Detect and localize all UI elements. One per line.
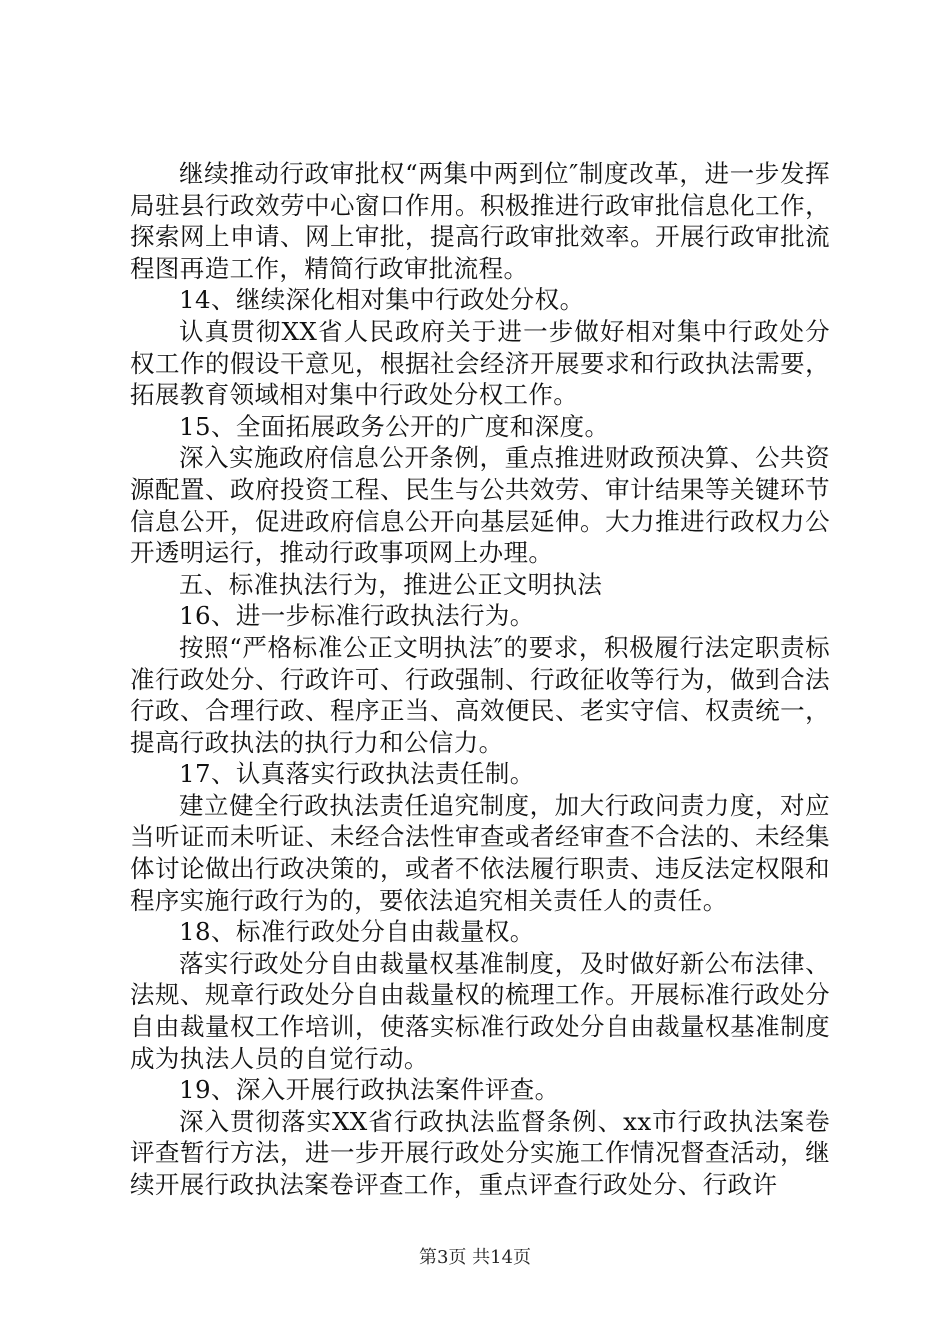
page-number-footer: 第3页 共14页 <box>418 1247 532 1268</box>
document-body <box>130 158 830 1201</box>
paragraph-1: 继续推动行政审批权“两集中两到位″制度改革，进一步发挥局驻县行政效劳中心窗口作用。积极推进行政审批信息化工作，探索网上申请、网上审批，提高行政审批效率。开展行政审批流程图再造工作，精简行政审批流程。 <box>130 159 830 283</box>
section-heading-15: 15、全面拓展政务公开的广度和深度。 <box>179 411 610 441</box>
paragraph-4: 按照“严格标准公正文明执法″的要求，积极履行法定职责标准行政处分、行政许可、行政强制、行政征收等行为，做到合法行政、合理行政、程序正当、高效便民、老实守信、权责统一，提高行政执法的执行力和公信力。 <box>130 632 830 757</box>
section-heading-14: 14、继续深化相对集中行政处分权。 <box>179 285 585 315</box>
section-heading-18: 18、标准行政处分自由裁量权。 <box>179 917 535 947</box>
paragraph-7: 深入贯彻落实XX省行政执法监督条例、xx市行政执法案卷评查暂行方法，进一步开展行政处分实施工作情况督查活动，继续开展行政执法案卷评查工作，重点评查行政处分、行政许 <box>130 1106 830 1199</box>
paragraph-3: 深入实施政府信息公开条例，重点推进财政预决算、公共资源配置、政府投资工程、民生与公共效劳、审计结果等关键环节信息公开，促进政府信息公开向基层延伸。大力推进行政权力公开透明运行，推动行政事项网上办理。 <box>130 443 830 568</box>
paragraph-2: 认真贯彻XX省人民政府关于进一步做好相对集中行政处分权工作的假设干意见，根据社会经济开展要求和行政执法需要，拓展教育领域相对集中行政处分权工作。 <box>130 316 830 410</box>
paragraph-6: 落实行政处分自由裁量权基准制度，及时做好新公布法律、法规、规章行政处分自由裁量权的梳理工作。开展标准行政处分自由裁量权工作培训，使落实标准行政处分自由裁量权基准制度成为执法人员的自觉行动。 <box>130 948 830 1073</box>
paragraph-5: 建立健全行政执法责任追究制度，加大行政问责力度，对应当听证而未听证、未经合法性审查或者经审查不合法的、未经集体讨论做出行政决策的，或者不依法履行职责、违反法定权限和程序实施行政行为的，要依法追究相关责任人的责任。 <box>130 790 830 915</box>
chapter-heading-5: 五、标准执法行为，推进公正文明执法 <box>179 569 603 599</box>
section-heading-19: 19、深入开展行政执法案件评查。 <box>179 1075 560 1105</box>
section-heading-16: 16、进一步标准行政执法行为。 <box>179 601 535 631</box>
section-heading-17: 17、认真落实行政执法责任制。 <box>179 759 535 789</box>
